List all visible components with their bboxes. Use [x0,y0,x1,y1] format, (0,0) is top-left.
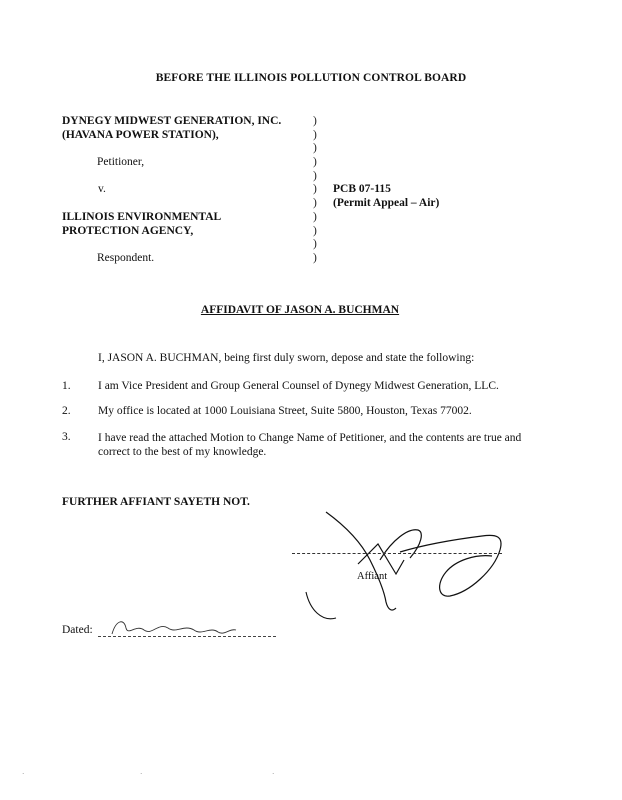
caption-paren: ) [313,238,317,250]
caption-paren: ) [313,129,317,141]
scan-speck: · [140,770,143,778]
affidavit-intro: I, JASON A. BUCHMAN, being first duly sworn, depose and state the following: [98,352,475,364]
petitioner-label: Petitioner, [97,156,145,168]
respondent-name-line2: PROTECTION AGENCY, [62,225,194,237]
paragraph-number: 3. [62,431,71,443]
caption-paren: ) [313,197,317,209]
caption-paren: ) [313,115,317,127]
paragraph-text: I have read the attached Motion to Change Name of Petitioner, and the contents are true and correct to the best of my knowledge. [98,432,522,458]
caption-paren: ) [313,225,317,237]
board-heading: BEFORE THE ILLINOIS POLLUTION CONTROL BOARD [155,72,467,84]
affiant-label: Affiant [357,571,388,582]
affidavit-title: AFFIDAVIT OF JASON A. BUCHMAN [200,304,400,316]
versus-label: v. [98,183,106,195]
scan-speck: · [272,770,275,778]
handwritten-signature [300,500,530,625]
caption-paren: ) [313,211,317,223]
dated-label: Dated: [62,624,93,636]
case-number: PCB 07-115 [333,183,391,195]
caption-paren: ) [313,183,317,195]
signature-line [292,553,502,554]
caption-paren: ) [313,156,317,168]
case-type: (Permit Appeal – Air) [333,197,440,209]
paragraph-text: I am Vice President and Group General Counsel of Dynegy Midwest Generation, LLC. [98,380,499,392]
closing-statement: FURTHER AFFIANT SAYETH NOT. [62,496,250,508]
paragraph-text: My office is located at 1000 Louisiana Street, Suite 5800, Houston, Texas 77002. [98,405,472,417]
caption-paren: ) [313,252,317,264]
petitioner-name-line2: (HAVANA POWER STATION), [62,129,219,141]
paragraph-number: 1. [62,380,71,392]
date-line [98,636,276,637]
scan-speck: · [22,770,25,778]
respondent-label: Respondent. [97,252,155,264]
caption-paren: ) [313,142,317,154]
caption-paren: ) [313,170,317,182]
respondent-name-line1: ILLINOIS ENVIRONMENTAL [62,211,222,223]
petitioner-name-line1: DYNEGY MIDWEST GENERATION, INC. [62,115,282,127]
paragraph-number: 2. [62,405,71,417]
handwritten-date [96,614,256,642]
